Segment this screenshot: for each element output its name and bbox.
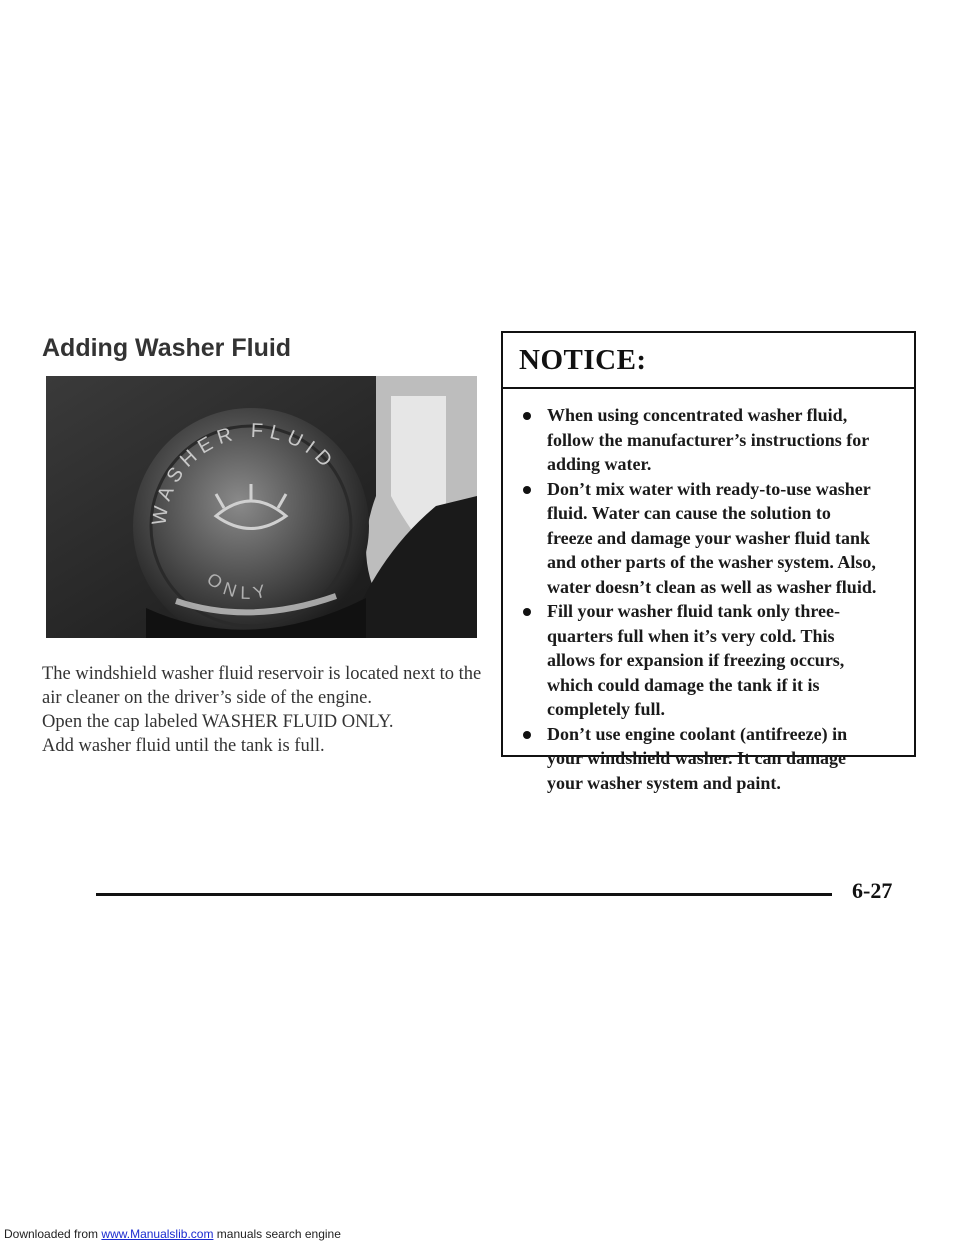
notice-item bbox=[503, 403, 914, 477]
download-footer bbox=[4, 1227, 341, 1241]
section-title: Adding Washer Fluid bbox=[42, 334, 292, 362]
notice-item-text: Fill your washer fluid tank only three-quarters full when it’s very cold. This allows for expansion if freezing occurs, which could damage the tank if it is completely full. bbox=[547, 601, 845, 719]
cap-lettering-bottom: ONLY bbox=[203, 568, 274, 604]
cap-instruction-line2: Add washer fluid until the tank is full. bbox=[42, 736, 325, 756]
notice-item bbox=[503, 477, 914, 600]
notice-list bbox=[503, 403, 914, 795]
manualslib-link[interactable]: www.Manualslib.com bbox=[101, 1227, 214, 1241]
bullet-icon bbox=[523, 412, 531, 420]
cap-lettering-top: WASHER FLUID bbox=[148, 419, 341, 527]
footer-prefix: Downloaded from bbox=[4, 1227, 99, 1241]
cap-instruction-line1: Open the cap labeled WASHER FLUID ONLY. bbox=[42, 712, 394, 732]
reservoir-location-text: The windshield washer fluid reservoir is located next to the air cleaner on the driver’s side of the engine. bbox=[42, 664, 482, 708]
notice-item-text: Don’t use engine coolant (antifreeze) in your windshield washer. It can damage your washer system and paint. bbox=[547, 723, 848, 793]
notice-title: NOTICE: bbox=[519, 343, 647, 376]
cap-instruction-text bbox=[42, 710, 482, 758]
notice-item-text: Don’t mix water with ready-to-use washer fluid. Water can cause the solution to freeze and damage your washer fluid tank and other parts of the washer system. Also, water doesn’t clean as well as washer fluid. bbox=[547, 478, 877, 597]
notice-item bbox=[503, 599, 914, 722]
page-number: 6-27 bbox=[852, 878, 893, 903]
footer-rule bbox=[96, 893, 832, 896]
notice-item bbox=[503, 722, 914, 796]
washer-fluid-cap-photo bbox=[46, 376, 477, 638]
footer-suffix: manuals search engine bbox=[216, 1227, 341, 1241]
bullet-icon bbox=[523, 486, 531, 494]
washer-cap-illustration bbox=[46, 376, 477, 638]
bullet-icon bbox=[523, 608, 531, 616]
notice-box bbox=[501, 331, 916, 793]
bullet-icon bbox=[523, 731, 531, 739]
notice-header bbox=[503, 333, 914, 389]
notice-item-text: When using concentrated washer fluid, follow the manufacturer’s instructions for adding water. bbox=[547, 405, 869, 474]
